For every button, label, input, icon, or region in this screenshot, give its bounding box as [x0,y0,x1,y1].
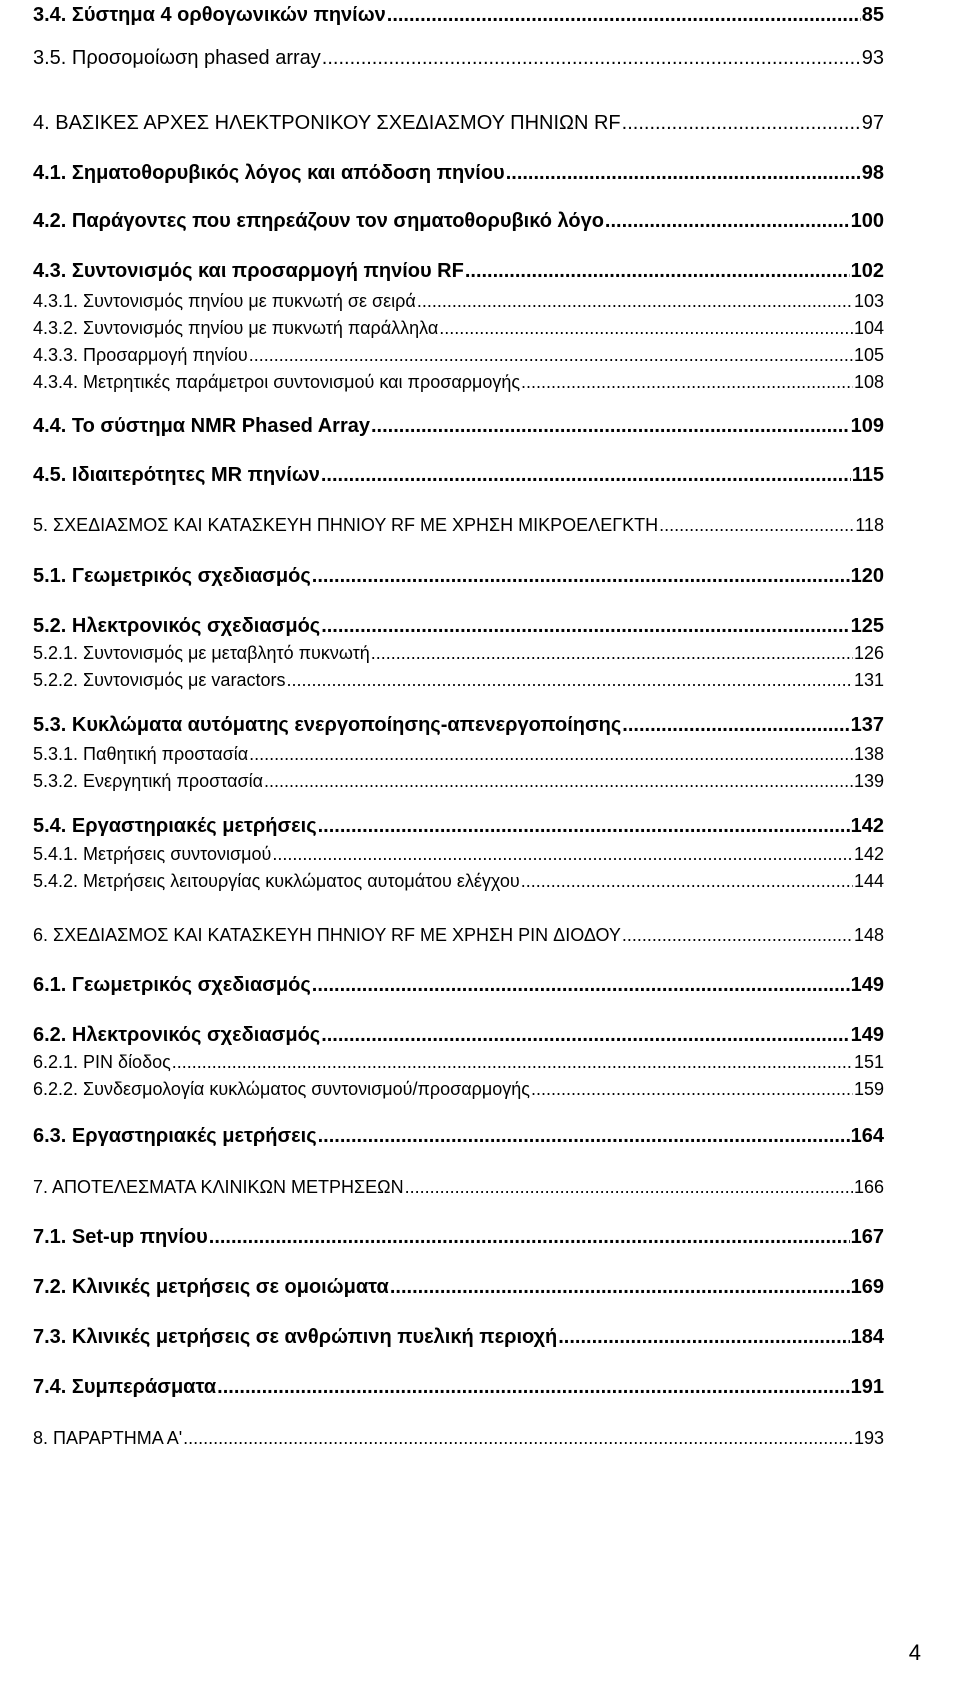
toc-entry-page: 98 [861,162,884,184]
toc-entry[interactable] [33,565,884,588]
toc-entry[interactable] [33,871,884,892]
toc-entry[interactable] [33,162,884,185]
toc-entry-title: 5.4.1. Μετρήσεις συντονισμού [33,844,272,864]
toc-entry-page: 109 [850,415,884,437]
toc-entry-page: 104 [853,318,884,338]
toc-entry-title: 7.1. Set-up πηνίου [33,1226,208,1248]
toc-entry[interactable] [33,345,884,366]
toc-entry[interactable] [33,415,884,438]
toc-entry[interactable] [33,1024,884,1047]
toc-entry-page: 137 [850,714,884,736]
toc-entry-title: 4. ΒΑΣΙΚΕΣ ΑΡΧΕΣ ΗΛΕΚΤΡΟΝΙΚΟΥ ΣΧΕΔΙΑΣΜΟΥ ΠΗΝΙΩΝ RF [33,112,621,134]
toc-entry[interactable] [33,771,884,792]
toc-entry-title: 7.2. Κλινικές μετρήσεις σε ομοιώματα [33,1276,389,1298]
toc-entry-page: 159 [853,1079,884,1099]
toc-entry[interactable] [33,291,884,312]
toc-entry-title: 4.3.4. Μετρητικές παράμετροι συντονισμού και προσαρμογής [33,372,521,392]
toc-dot-leader [264,771,853,792]
toc-dot-leader [286,670,852,691]
toc-dot-leader [318,1125,850,1148]
toc-entry[interactable] [33,47,884,70]
toc-entry-page: 102 [850,260,884,282]
toc-dot-leader [390,1276,850,1299]
toc-entry-title: 7.3. Κλινικές μετρήσεις σε ανθρώπινη πυελική περιοχή [33,1326,558,1348]
toc-entry-title: 5.2.1. Συντονισμός με μεταβλητό πυκνωτή [33,643,370,663]
toc-entry[interactable] [33,1125,884,1148]
toc-entry-page: 169 [850,1276,884,1298]
toc-entry-page: 85 [861,4,884,26]
toc-entry[interactable] [33,844,884,865]
toc-entry-title: 3.5. Προσομοίωση phased array [33,47,321,69]
toc-entry-title: 4.4. Το σύστημα NMR Phased Array [33,415,370,437]
toc-entry-title: 6.1. Γεωμετρικός σχεδιασμός [33,974,311,996]
toc-entry-page: 93 [861,47,884,69]
toc-entry[interactable] [33,515,884,536]
toc-entry-page: 100 [850,210,884,232]
toc-entry[interactable] [33,1326,884,1349]
toc-entry[interactable] [33,318,884,339]
toc-dot-leader [521,871,853,892]
toc-entry-page: 131 [853,670,884,690]
toc-entry-page: 126 [853,643,884,663]
toc-entry[interactable] [33,1276,884,1299]
page-number: 4 [908,1640,921,1665]
toc-dot-leader [312,974,850,997]
toc-dot-leader [209,1226,850,1249]
toc-entry-page: 138 [853,744,884,764]
toc-entry-page: 105 [853,345,884,365]
toc-entry-page: 115 [851,464,884,486]
toc-entry-title: 3.4. Σύστημα 4 ορθογωνικών πηνίων [33,4,386,26]
toc-dot-leader [465,260,850,283]
toc-entry-page: 144 [853,871,884,891]
toc-entry-page: 139 [853,771,884,791]
toc-entry[interactable] [33,260,884,283]
toc-entry-page: 148 [853,925,884,945]
toc-entry[interactable] [33,1079,884,1100]
toc-entry-page: 167 [850,1226,884,1248]
toc-entry-title: 4.3.2. Συντονισμός πηνίου με πυκνωτή παράλληλα [33,318,439,338]
toc-entry-title: 5.2. Ηλεκτρονικός σχεδιασμός [33,615,321,637]
toc-dot-leader [318,815,850,838]
toc-dot-leader [387,4,861,27]
toc-dot-leader [249,345,853,366]
toc-dot-leader [312,565,850,588]
toc-entry[interactable] [33,815,884,838]
toc-entry-page: 193 [853,1428,884,1448]
toc-entry[interactable] [33,464,884,487]
toc-dot-leader [321,464,851,487]
toc-entry-title: 5.2.2. Συντονισμός με varactors [33,670,286,690]
toc-entry-title: 5.3.1. Παθητική προστασία [33,744,249,764]
toc-entry-title: 8. ΠΑΡΑΡΤΗΜΑ Α' [33,1428,183,1448]
toc-entry-page: 164 [850,1125,884,1147]
toc-dot-leader [371,415,850,438]
toc-dot-leader [622,112,861,135]
toc-entry[interactable] [33,210,884,233]
toc-entry-title: 4.3.1. Συντονισμός πηνίου με πυκνωτή σε σειρά [33,291,416,311]
toc-entry[interactable] [33,615,884,638]
toc-entry-title: 5.1. Γεωμετρικός σχεδιασμός [33,565,311,587]
toc-entry-page: 125 [850,615,884,637]
toc-entry[interactable] [33,643,884,664]
toc-entry-title: 6.2.2. Συνδεσμολογία κυκλώματος συντονισμού/προσαρμογής [33,1079,530,1099]
toc-entry-title: 5.3. Κυκλώματα αυτόματης ενεργοποίησης-απενεργοποίησης [33,714,622,736]
toc-dot-leader [506,162,861,185]
toc-entry-page: 184 [850,1326,884,1348]
toc-entry-page: 191 [850,1376,884,1398]
toc-entry-page: 149 [850,1024,884,1046]
toc-entry-title: 4.3. Συντονισμός και προσαρμογή πηνίου RF [33,260,464,282]
toc-entry-page: 97 [861,112,884,134]
toc-entry-page: 103 [853,291,884,311]
toc-entry-title: 6.2.1. PIN δίοδος [33,1052,171,1072]
toc-dot-leader [321,1024,849,1047]
toc-entry-page: 151 [853,1052,884,1072]
toc-entry-title: 4.5. Ιδιαιτερότητες MR πηνίων [33,464,320,486]
toc-entry-title: 5.4.2. Μετρήσεις λειτουργίας κυκλώματος αυτομάτου ελέγχου [33,871,520,891]
toc-dot-leader [622,714,849,737]
toc-dot-leader [321,615,849,638]
toc-entry-title: 4.1. Σηματοθορυβικός λόγος και απόδοση πηνίου [33,162,505,184]
toc-entry-page: 118 [855,515,884,535]
toc-entry[interactable] [33,372,884,393]
toc-entry[interactable] [33,4,884,27]
toc-entry[interactable] [33,112,884,135]
toc-dot-leader [659,515,854,536]
toc-entry[interactable] [33,714,884,737]
toc-entry-title: 5.4. Εργαστηριακές μετρήσεις [33,815,317,837]
toc-dot-leader [622,925,853,946]
toc-dot-leader [183,1428,853,1449]
toc-dot-leader [405,1177,853,1198]
toc-entry-title: 6.3. Εργαστηριακές μετρήσεις [33,1125,317,1147]
toc-dot-leader [371,643,853,664]
toc-entry-title: 6. ΣΧΕΔΙΑΣΜΟΣ ΚΑΙ ΚΑΤΑΣΚΕΥΗ ΠΗΝΙΟΥ RF ΜΕ ΧΡΗΣΗ PIN ΔΙΟΔΟΥ [33,925,621,945]
toc-dot-leader [417,291,853,312]
toc-dot-leader [521,372,853,393]
toc-dot-leader [558,1326,849,1349]
toc-entry-title: 4.2. Παράγοντες που επηρεάζουν τον σηματοθορυβικό λόγο [33,210,604,232]
toc-entry-title: 7.4. Συμπεράσματα [33,1376,217,1398]
toc-entry-title: 5.3.2. Ενεργητική προστασία [33,771,263,791]
toc-entry[interactable] [33,1226,884,1249]
toc-dot-leader [249,744,853,765]
toc-entry[interactable] [33,670,884,691]
toc-entry-title: 7. ΑΠΟΤΕΛΕΣΜΑΤΑ ΚΛΙΝΙΚΩΝ ΜΕΤΡΗΣΕΩΝ [33,1177,404,1197]
toc-entry[interactable] [33,1052,884,1073]
toc-entry-title: 6.2. Ηλεκτρονικός σχεδιασμός [33,1024,321,1046]
toc-entry-page: 108 [853,372,884,392]
toc-entry[interactable] [33,974,884,997]
toc-entry-page: 166 [853,1177,884,1197]
toc-entry[interactable] [33,1376,884,1399]
toc-dot-leader [439,318,853,339]
toc-dot-leader [272,844,853,865]
toc-entry[interactable] [33,1177,884,1198]
toc-dot-leader [531,1079,853,1100]
toc-entry-page: 142 [850,815,884,837]
toc-dot-leader [322,47,861,70]
toc-entry-page: 149 [850,974,884,996]
toc-dot-leader [172,1052,853,1073]
toc-entry-title: 4.3.3. Προσαρμογή πηνίου [33,345,248,365]
toc-entry[interactable] [33,744,884,765]
toc-dot-leader [605,210,850,233]
toc-entry[interactable] [33,1428,884,1449]
toc-dot-leader [217,1376,849,1399]
toc-entry-title: 5. ΣΧΕΔΙΑΣΜΟΣ ΚΑΙ ΚΑΤΑΣΚΕΥΗ ΠΗΝΙΟΥ RF ΜΕ ΧΡΗΣΗ ΜΙΚΡΟΕΛΕΓΚΤΗ [33,515,659,535]
toc-entry-page: 142 [853,844,884,864]
toc-entry-page: 120 [850,565,884,587]
toc-entry[interactable] [33,925,884,946]
